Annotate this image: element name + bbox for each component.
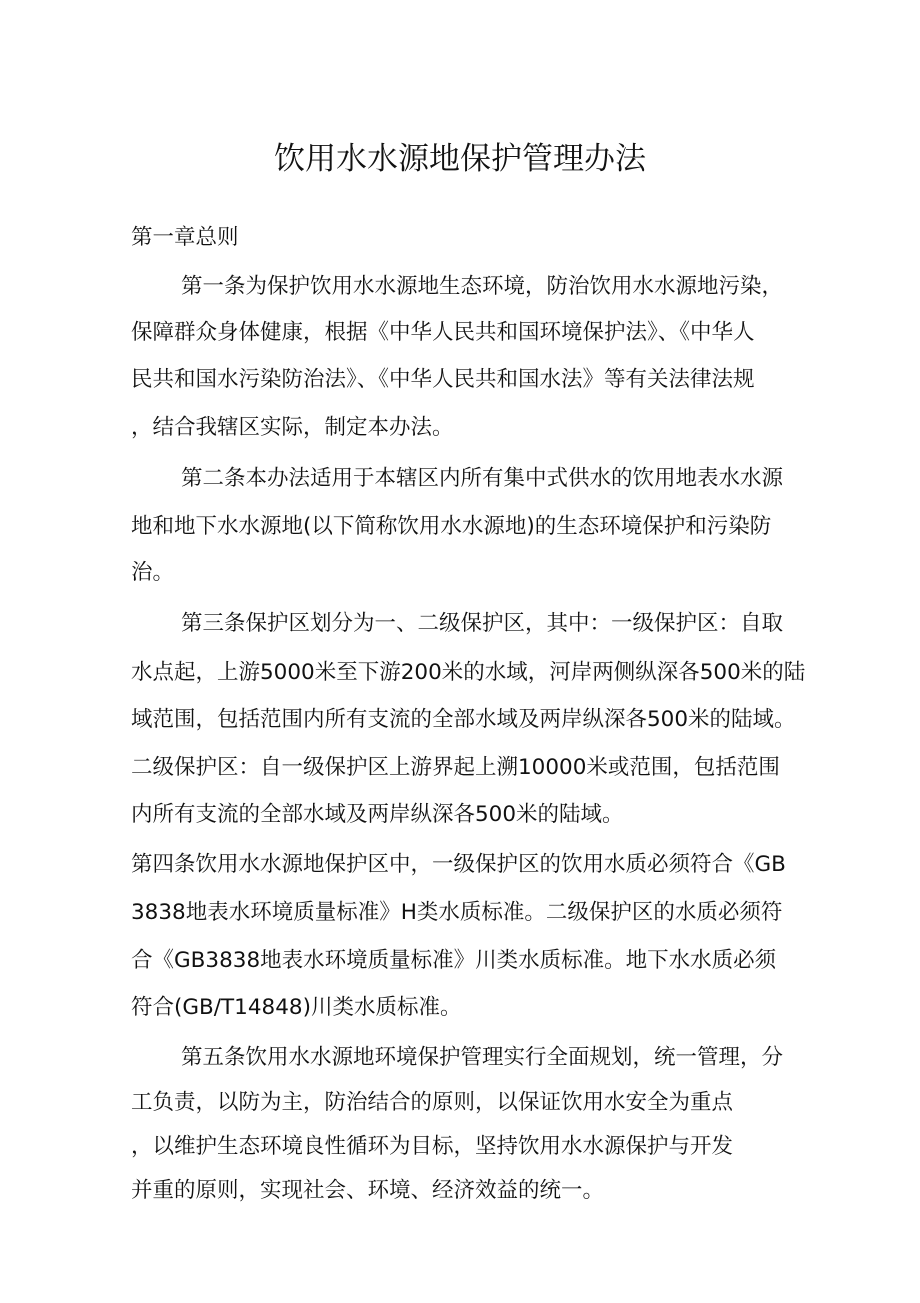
text-line: 3838地表水环境质量标准》H类水质标准。二级保护区的水质必须符 <box>131 900 783 925</box>
text-line: 第一条为保护饮用水水源地生态环境，防治饮用水水源地污染， <box>181 274 784 299</box>
text-line: ，结合我辖区实际，制定本办法。 <box>131 415 454 440</box>
text-line: 第二条本办法适用于本辖区内所有集中式供水的饮用地表水水源 <box>181 466 784 491</box>
text-line: 域范围，包括范围内所有支流的全部水域及两岸纵深各500米的陆域。 <box>131 707 796 732</box>
text-line: 符合(GB/T14848)川类水质标准。 <box>131 995 462 1020</box>
text-line: 并重的原则，实现社会、环境、经济效益的统一。 <box>131 1178 605 1203</box>
text-line: ，以维护生态环境良性循环为目标，坚持饮用水水源保护与开发 <box>131 1134 734 1159</box>
text-line: 民共和国水污染防治法》、《中华人民共和国水法》等有关法律法规 <box>131 367 755 392</box>
text-line: 第五条饮用水水源地环境保护管理实行全面规划，统一管理，分 <box>181 1045 784 1070</box>
text-line: 二级保护区：自一级保护区上游界起上溯10000米或范围，包括范围 <box>131 755 780 780</box>
chapter-heading: 第一章总则 <box>131 225 239 250</box>
document-title: 饮用水水源地保护管理办法 <box>274 141 646 177</box>
text-line: 合《GB3838地表水环境质量标准》川类水质标准。地下水水质必须 <box>131 948 777 973</box>
text-line: 保障群众身体健康，根据《中华人民共和国环境保护法》、《中华人 <box>131 320 755 345</box>
text-line: 治。 <box>131 560 175 585</box>
text-line: 第三条保护区划分为一、二级保护区，其中：一级保护区：自取 <box>181 611 784 636</box>
text-line: 第四条饮用水水源地保护区中，一级保护区的饮用水质必须符合《GB <box>131 852 786 877</box>
text-line: 地和地下水水源地(以下简称饮用水水源地)的生态环境保护和污染防 <box>131 514 772 539</box>
text-line: 水点起，上游5000米至下游200米的水域，河岸两侧纵深各500米的陆 <box>131 660 806 685</box>
text-line: 内所有支流的全部水域及两岸纵深各500米的陆域。 <box>131 802 624 827</box>
text-line: 工负责，以防为主，防治结合的原则，以保证饮用水安全为重点 <box>131 1090 734 1115</box>
